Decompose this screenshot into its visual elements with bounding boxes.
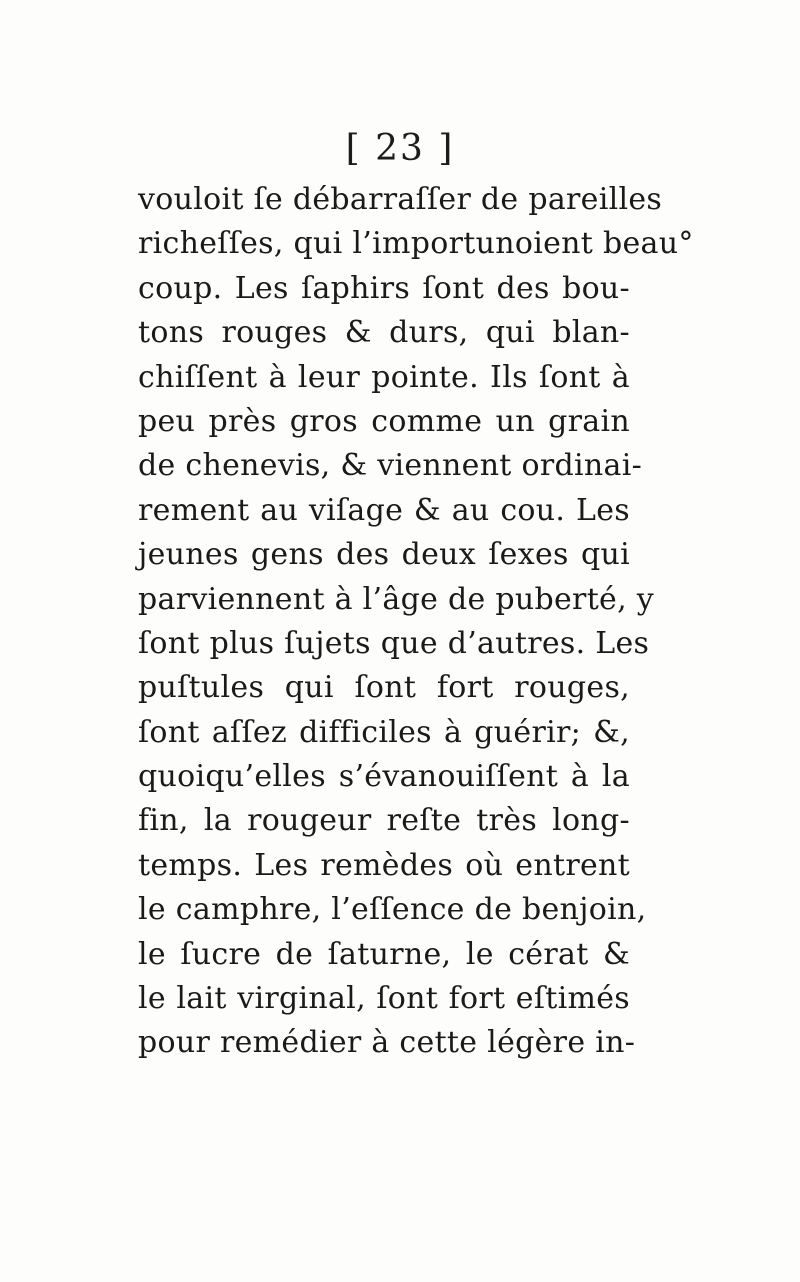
text-line: ſont plus ſujets que d’autres. Les [138,625,650,661]
text-line: parviennent à l’âge de puberté, y [138,581,655,617]
text-line: le ſucre de ſaturne, le cérat & [138,936,630,972]
text-line: richeſſes, qui l’importunoient beau° [138,226,694,262]
text-line: de chenevis, & viennent ordinai- [138,448,643,484]
text-line: le camphre, l’eſſence de benjoin, [138,892,647,928]
page-number: [ 23 ] [345,128,455,169]
text-line: tons rouges & durs, qui blan- [138,315,630,351]
text-line: rement au viſage & au cou. Les [138,492,630,528]
text-line: jeunes gens des deux ſexes qui [138,537,630,573]
body-text [138,178,694,1066]
text-line: chiſſent à leur pointe. Ils ſont à [138,359,630,395]
text-line: quoiqu’elles s’évanouiſſent à la [138,759,630,795]
text-line: peu près gros comme un grain [138,403,630,439]
text-line: pour remédier à cette légère in- [138,1025,636,1061]
text-line: puſtules qui ſont fort rouges, [138,670,630,706]
text-line: coup. Les ſaphirs ſont des bou- [138,270,630,306]
text-line: ſont aſſez difficiles à guérir; &, [138,714,630,750]
text-line: fin, la rougeur reſte très long- [138,803,630,839]
text-line: le lait virginal, ſont fort eſtimés [138,981,630,1017]
text-line: vouloit ſe débarraſſer de pareilles [138,182,663,217]
text-line: temps. Les remèdes où entrent [138,847,630,883]
